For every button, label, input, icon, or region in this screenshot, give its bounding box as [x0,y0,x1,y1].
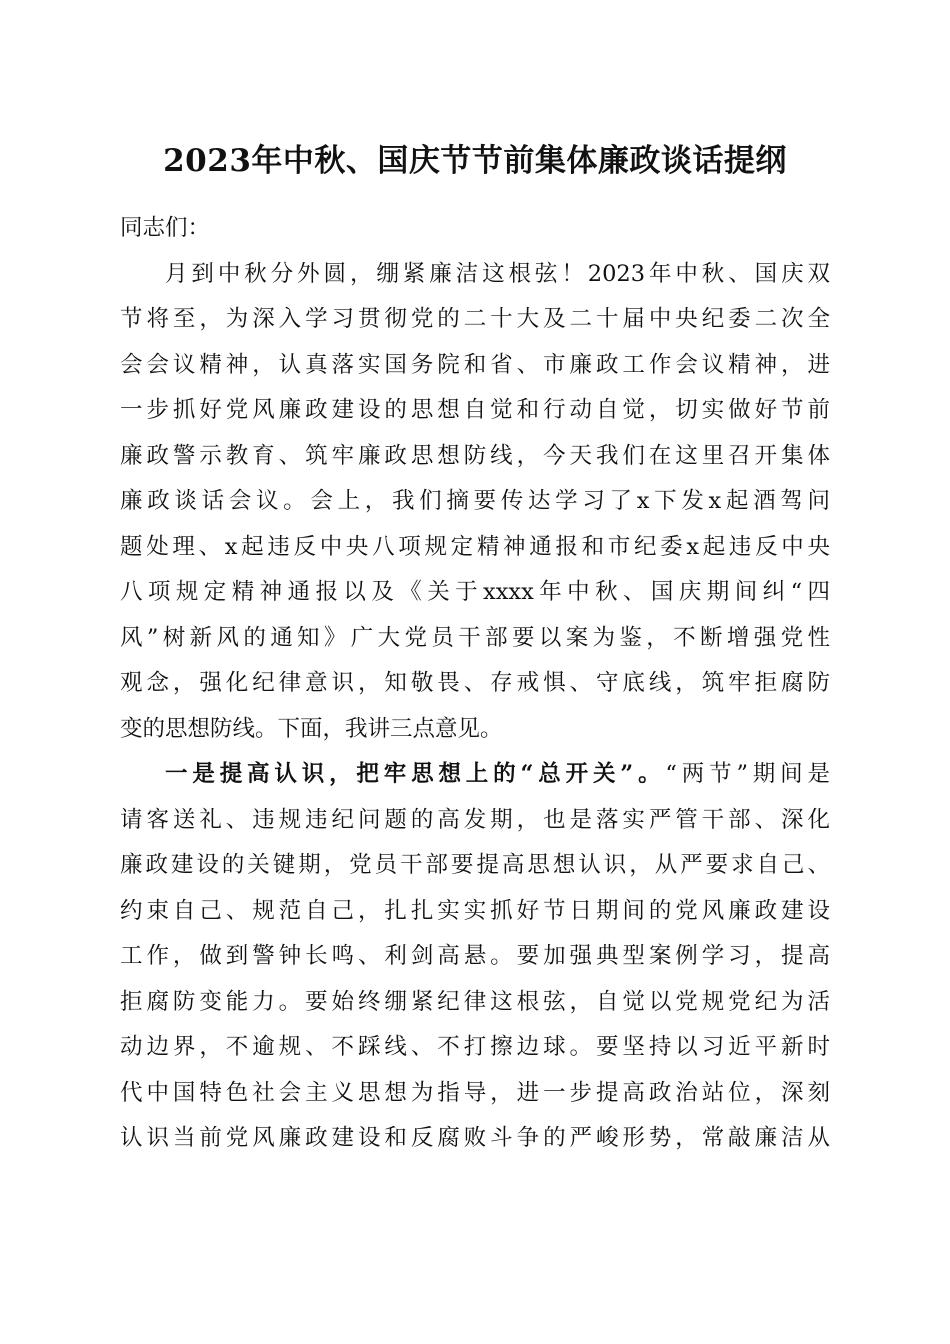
paragraph-line: 观念，强化纪律意识，知敬畏、存戒惧、守底线，筑牢拒腐防 [120,670,830,696]
paragraph-line: 月到中秋分外圆，绷紧廉洁这根弦！2023年中秋、国庆双 [165,260,830,287]
paragraph-intro [120,252,830,753]
paragraph-line: 廉政警示教育、筑牢廉政思想防线，今天我们在这里召开集体 [120,442,830,469]
paragraph-line: 变的思想防线。下面，我讲三点意见。 [120,715,503,742]
paragraph-line: 廉政谈话会议。会上，我们摘要传达学习了x下发x起酒驾问 [120,488,830,514]
document-title: 2023年中秋、国庆节节前集体廉政谈话提纲 [163,143,787,179]
document-body [120,206,830,1162]
paragraph-point-one [120,752,830,1162]
paragraph-line: 廉政建设的关键期，党员干部要提高思想认识，从严要求自己、 [120,852,830,878]
paragraph-line: 拒腐防变能力。要始终绷紧纪律这根弦，自觉以党规党纪为活 [120,988,830,1015]
paragraph-line: 动边界，不逾规、不踩线、不打擦边球。要坚持以习近平新时 [120,1034,830,1060]
paragraph-line: 会会议精神，认真落实国务院和省、市廉政工作会议精神，进 [120,351,830,378]
paragraph-line: 八项规定精神通报以及《关于xxxx年中秋、国庆期间纠“四 [120,579,830,605]
paragraph-line: 一步抓好党风廉政建设的思想自觉和行动自觉，切实做好节前 [120,397,830,423]
paragraph-line: 请客送礼、违规违纪问题的高发期，也是落实严管干部、深化 [120,806,830,833]
paragraph-line: 认识当前党风廉政建设和反腐败斗争的严峻形势，常敲廉洁从 [120,1125,830,1151]
point-heading-rest: “两节”期间是 [665,761,830,787]
paragraph-line: 工作，做到警钟长鸣、利剑高悬。要加强典型案例学习，提高 [120,943,830,969]
paragraph-line: 代中国特色社会主义思想为指导，进一步提高政治站位，深刻 [120,1079,830,1106]
paragraph-line: 节将至，为深入学习贯彻党的二十大及二十届中央纪委二次全 [120,306,830,332]
paragraph-line: 约束自己、规范自己，扎扎实实抓好节日期间的党风廉政建设 [120,897,830,924]
paragraph-line: 题处理、x起违反中央八项规定精神通报和市纪委x起违反中央 [120,533,830,560]
point-heading: 一是提高认识，把牢思想上的“总开关”。 [165,761,666,787]
paragraph-line: 风”树新风的通知》广大党员干部要以案为鉴，不断增强党性 [120,624,830,651]
salutation: 同志们： [120,215,211,241]
paragraph-line [120,752,830,798]
